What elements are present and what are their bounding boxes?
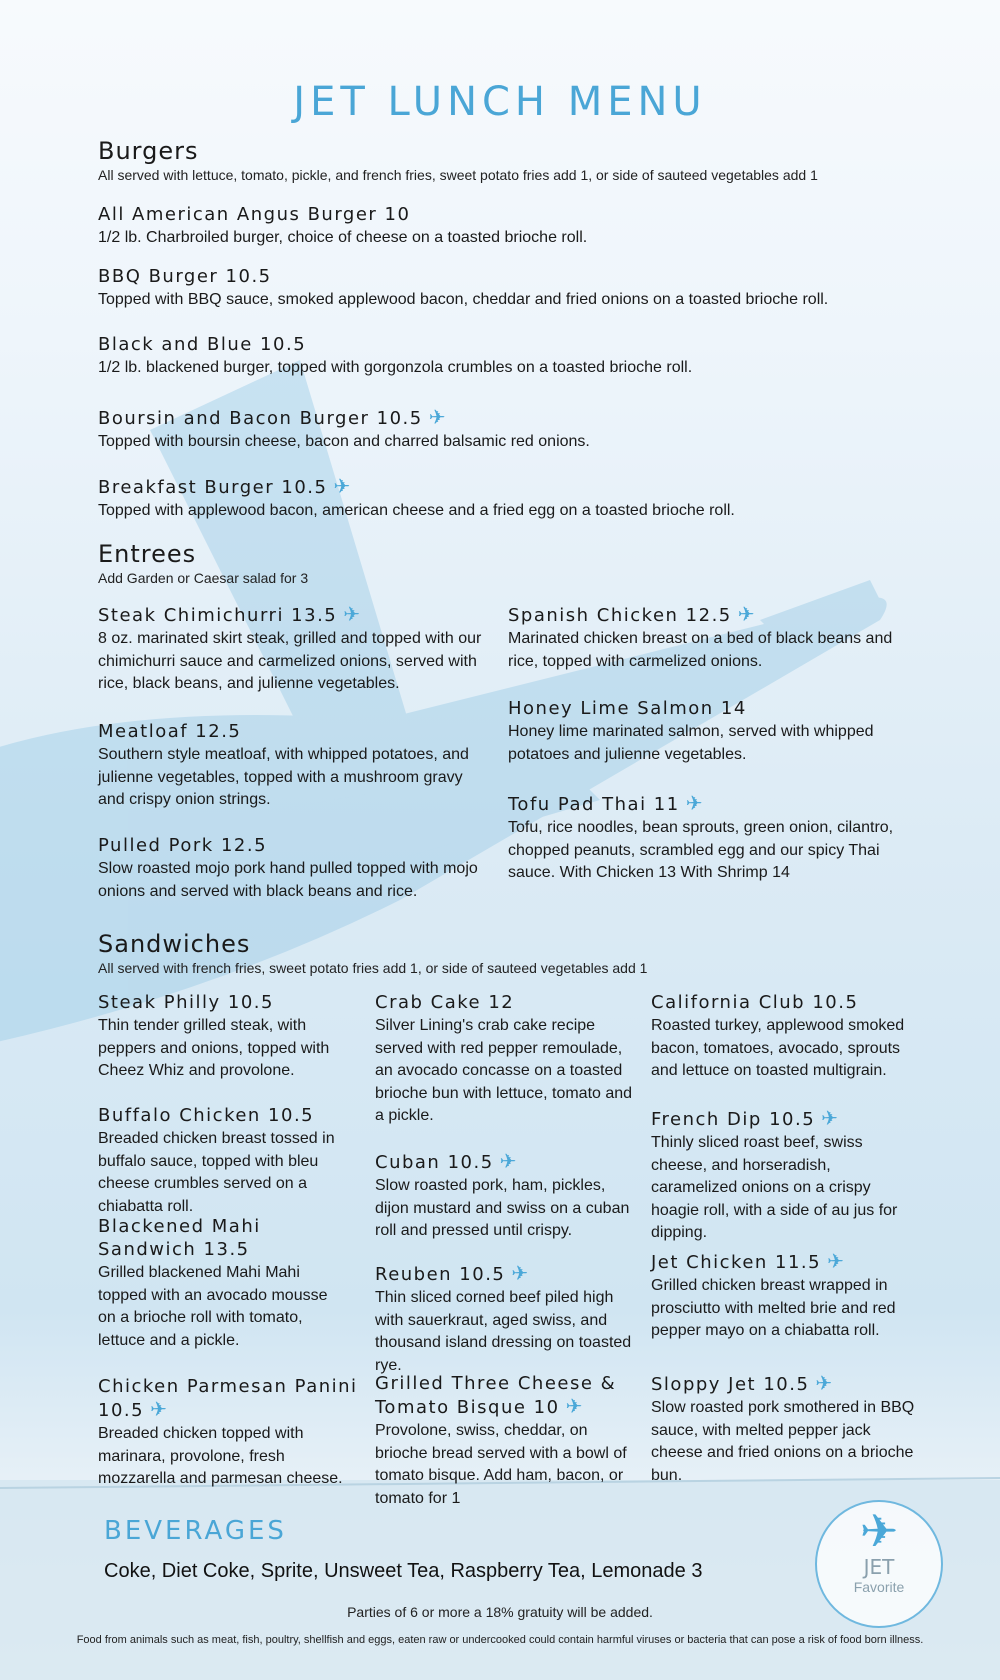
menu-item — [375, 1150, 640, 1243]
airplane-icon: ✈ — [333, 474, 352, 498]
item-desc: Slow roasted mojo pork hand pulled topped with mojo onions and served with black beans and rice. — [98, 860, 478, 900]
menu-item — [98, 603, 483, 696]
item-name: Sloppy Jet 10.5 — [651, 1374, 810, 1395]
section-title-burgers: Burgers — [98, 137, 199, 165]
airplane-icon: ✈ — [428, 405, 447, 429]
item-desc: Slow roasted pork smothered in BBQ sauce, with melted pepper jack cheese and fried onions on a brioche bun. — [651, 1399, 915, 1484]
menu-item — [98, 1104, 363, 1218]
menu-item — [98, 1215, 333, 1352]
airplane-icon: ✈ — [815, 1371, 834, 1395]
airplane-icon: ✈ — [821, 1106, 840, 1130]
item-name: Steak Chimichurri 13.5 — [98, 605, 338, 626]
item-name: Pulled Pork 12.5 — [98, 835, 268, 856]
item-desc: Grilled chicken breast wrapped in prosciutto with melted brie and red pepper mayo on a chiabatta roll. — [651, 1277, 896, 1339]
menu-item — [98, 991, 348, 1083]
item-name: Steak Philly 10.5 — [98, 992, 274, 1013]
menu-item — [98, 333, 918, 380]
menu-item — [508, 697, 898, 766]
item-name: Reuben 10.5 — [375, 1264, 506, 1285]
menu-item — [508, 792, 903, 885]
item-name: Crab Cake 12 — [375, 992, 515, 1013]
item-name: California Club 10.5 — [651, 992, 859, 1013]
section-title-entrees: Entrees — [98, 540, 197, 568]
item-name: Chicken Parmesan Panini 10.5 — [98, 1376, 358, 1421]
airplane-icon: ✈ — [499, 1149, 518, 1173]
food-safety-disclaimer: Food from animals such as meat, fish, poultry, shellfish and eggs, eaten raw or undercooked could contain harmful viruses or bacteria that can pose a risk of food born illness. — [76, 1634, 924, 1646]
beverages-list: Coke, Diet Coke, Sprite, Unsweet Tea, Raspberry Tea, Lemonade 3 — [104, 1560, 703, 1582]
menu-item — [98, 720, 483, 812]
item-desc: Topped with boursin cheese, bacon and charred balsamic red onions. — [98, 433, 590, 450]
item-desc: Slow roasted pork, ham, pickles, dijon mustard and swiss on a cuban roll and pressed until crispy. — [375, 1177, 630, 1239]
entrees-note: Add Garden or Caesar salad for 3 — [98, 570, 309, 586]
item-name: Meatloaf 12.5 — [98, 721, 242, 742]
menu-item — [651, 991, 916, 1083]
item-name: Spanish Chicken 12.5 — [508, 605, 732, 626]
badge-line1: JET — [863, 1555, 895, 1579]
airplane-icon: ✈ — [827, 1249, 846, 1273]
item-name: Black and Blue 10.5 — [98, 334, 307, 355]
item-desc: Grilled blackened Mahi Mahi topped with an avocado mousse on a brioche roll with tomato, lettuce and a pickle. — [98, 1264, 328, 1349]
page-title: JET LUNCH MENU — [293, 78, 707, 125]
item-name: Breakfast Burger 10.5 — [98, 477, 328, 498]
menu-item — [98, 265, 918, 312]
menu-item — [375, 991, 635, 1128]
item-desc: Tofu, rice noodles, bean sprouts, green onion, cilantro, chopped peanuts, scrambled egg and our spicy Thai sauce. With Chicken 13 With Shrimp 14 — [508, 819, 894, 881]
menu-item — [651, 1250, 916, 1343]
airplane-icon: ✈ — [511, 1261, 530, 1285]
item-desc: Thin tender grilled steak, with peppers and onions, topped with Cheez Whiz and provolone. — [98, 1017, 330, 1079]
item-name: BBQ Burger 10.5 — [98, 266, 272, 287]
item-desc: 1/2 lb. Charbroiled burger, choice of cheese on a toasted brioche roll. — [98, 229, 588, 246]
airplane-icon: ✈ — [737, 602, 757, 626]
menu-item — [375, 1372, 640, 1510]
item-name: All American Angus Burger 10 — [98, 204, 411, 225]
airplane-icon: ✈ — [685, 791, 704, 815]
item-desc: Silver Lining's crab cake recipe served with red pepper remoulade, an avocado concasse on a toasted brioche bun with lettuce, tomato and a pickle. — [375, 1017, 633, 1124]
sandwiches-note: All served with french fries, sweet potato fries add 1, or side of sauteed vegetables add 1 — [98, 960, 648, 976]
menu-item — [651, 1107, 916, 1245]
item-desc: Roasted turkey, applewood smoked bacon, tomatoes, avocado, sprouts and lettuce on toasted multigrain. — [651, 1017, 905, 1079]
menu-item — [508, 603, 898, 673]
item-desc: Honey lime marinated salmon, served with whipped potatoes and julienne vegetables. — [508, 723, 874, 763]
airplane-icon: ✈ — [859, 1505, 899, 1557]
airplane-icon: ✈ — [565, 1394, 584, 1418]
item-name: Jet Chicken 11.5 — [651, 1252, 822, 1273]
menu-item — [375, 1262, 640, 1377]
item-desc: Southern style meatloaf, with whipped potatoes, and julienne vegetables, topped with a mushroom gravy and crispy onion strings. — [98, 746, 469, 808]
item-name: Grilled Three Cheese & Tomato Bisque 10 — [375, 1373, 617, 1418]
item-name: Tofu Pad Thai 11 — [508, 794, 680, 815]
menu-item — [98, 834, 488, 903]
item-name: Boursin and Bacon Burger 10.5 — [98, 408, 423, 429]
menu-item — [651, 1372, 916, 1487]
item-desc: Marinated chicken breast on a bed of black beans and rice, topped with carmelized onions. — [508, 630, 893, 670]
menu-item — [98, 406, 918, 454]
menu-item — [98, 203, 918, 250]
item-desc: Thin sliced corned beef piled high with sauerkraut, aged swiss, and thousand island dressing on toasted rye. — [375, 1289, 632, 1374]
item-name: Honey Lime Salmon 14 — [508, 698, 747, 719]
item-desc: 8 oz. marinated skirt steak, grilled and topped with our chimichurri sauce and carmelized onions, served with rice, black beans, and julienne vegetables. — [98, 630, 482, 692]
beverages-title: BEVERAGES — [104, 1516, 287, 1546]
item-desc: Topped with BBQ sauce, smoked applewood bacon, cheddar and fried onions on a toasted brioche roll. — [98, 291, 829, 308]
item-desc: Topped with applewood bacon, american cheese and a fried egg on a toasted brioche roll. — [98, 502, 735, 519]
item-desc: Breaded chicken topped with marinara, provolone, fresh mozzarella and parmesan cheese. — [98, 1425, 343, 1487]
item-name: French Dip 10.5 — [651, 1109, 816, 1130]
item-name: Buffalo Chicken 10.5 — [98, 1105, 315, 1126]
item-desc: 1/2 lb. blackened burger, topped with gorgonzola crumbles on a toasted brioche roll. — [98, 359, 693, 376]
item-desc: Breaded chicken breast tossed in buffalo sauce, topped with bleu cheese crumbles served on a chiabatta roll. — [98, 1130, 335, 1215]
gratuity-note: Parties of 6 or more a 18% gratuity will be added. — [347, 1604, 653, 1620]
airplane-icon: ✈ — [150, 1397, 169, 1421]
badge-line2: Favorite — [853, 1579, 905, 1595]
item-desc: Provolone, swiss, cheddar, on brioche bread served with a bowl of tomato bisque. Add ham, bacon, or tomato for 1 — [375, 1422, 627, 1507]
item-desc: Thinly sliced roast beef, swiss cheese, and horseradish, caramelized onions on a crispy hoagie roll, with a side of au jus for dipping. — [651, 1134, 898, 1241]
section-title-sandwiches: Sandwiches — [98, 930, 251, 958]
menu-item — [98, 475, 918, 523]
airplane-icon: ✈ — [343, 602, 362, 626]
item-name: Blackened Mahi Sandwich 13.5 — [98, 1216, 261, 1260]
burgers-note: All served with lettuce, tomato, pickle, and french fries, sweet potato fries add 1, or side of sauteed vegetables add 1 — [98, 167, 818, 183]
item-name: Cuban 10.5 — [375, 1152, 494, 1173]
menu-item — [98, 1375, 363, 1491]
